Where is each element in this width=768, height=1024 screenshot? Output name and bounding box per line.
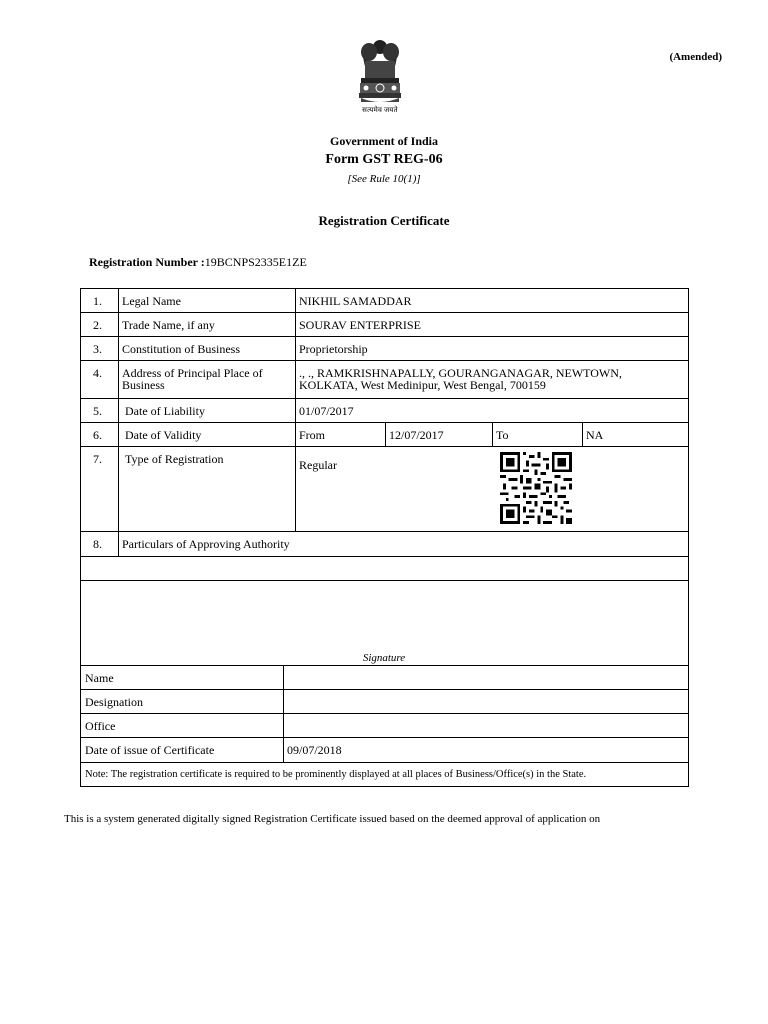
constitution-label: Constitution of Business <box>122 342 241 356</box>
validity-from-label: From <box>299 428 326 442</box>
legal-name-label: Legal Name <box>122 294 181 308</box>
registration-number-value: 19BCNPS2335E1ZE <box>204 255 307 269</box>
registration-type-label: Type of Registration <box>125 452 224 466</box>
validity-to-value: NA <box>586 428 604 442</box>
ashoka-emblem-icon <box>351 38 409 106</box>
validity-to-label: To <box>496 428 509 442</box>
emblem-motto: सत्यमेव जयते <box>362 106 398 114</box>
registration-type-value: Regular <box>299 458 337 472</box>
qr-code-icon <box>498 452 574 524</box>
certificate-table <box>80 288 688 786</box>
issue-date-value: 09/07/2018 <box>287 743 342 757</box>
certificate-title: Registration Certificate <box>318 213 450 228</box>
liability-date-label: Date of Liability <box>125 404 205 418</box>
address-label: Address of Principal Place of Business <box>122 366 263 392</box>
trade-name-label: Trade Name, if any <box>122 318 215 332</box>
row-8-number: 8. <box>93 537 102 551</box>
office-label: Office <box>85 719 116 733</box>
liability-date-value: 01/07/2017 <box>299 404 354 418</box>
signature-label: Signature <box>362 652 406 664</box>
designation-value <box>284 693 290 696</box>
display-note: Note: The registration certificate is required to be prominently displayed at all places of Business/Office(s) in the State. <box>85 769 587 780</box>
name-label: Name <box>85 671 114 685</box>
issue-date-label: Date of issue of Certificate <box>85 743 215 757</box>
government-heading: Government of India <box>330 134 438 148</box>
form-title: Form GST REG-06 <box>325 152 443 167</box>
office-value <box>284 717 290 720</box>
row-1-number: 1. <box>93 294 102 308</box>
system-generated-footer: This is a system generated digitally signed Registration Certificate issued based on the deemed approval of application on <box>64 813 601 825</box>
validity-label: Date of Validity <box>125 428 202 442</box>
validity-from-value: 12/07/2017 <box>389 428 444 442</box>
row-2-number: 2. <box>93 318 102 332</box>
row-6-number: 6. <box>93 428 102 442</box>
registration-number-label: Registration Number : <box>89 255 205 269</box>
registration-number <box>89 255 307 270</box>
designation-label: Designation <box>85 695 143 709</box>
constitution-value: Proprietorship <box>299 342 368 356</box>
row-3-number: 3. <box>93 342 102 356</box>
national-emblem <box>347 38 413 122</box>
row-7-number: 7. <box>93 452 102 466</box>
rule-reference: [See Rule 10(1)] <box>347 173 421 185</box>
address-value: ., ., RAMKRISHNAPALLY, GOURANGANAGAR, NEWTOWN, KOLKATA, West Medinipur, West Bengal, 700159 <box>299 366 622 392</box>
approving-authority-label: Particulars of Approving Authority <box>122 537 290 551</box>
row-5-number: 5. <box>93 404 102 418</box>
amended-label: (Amended) <box>669 51 722 63</box>
name-value <box>284 669 290 672</box>
row-4-number: 4. <box>93 366 102 380</box>
trade-name-value: SOURAV ENTERPRISE <box>299 318 421 332</box>
legal-name-value: NIKHIL SAMADDAR <box>299 294 412 308</box>
